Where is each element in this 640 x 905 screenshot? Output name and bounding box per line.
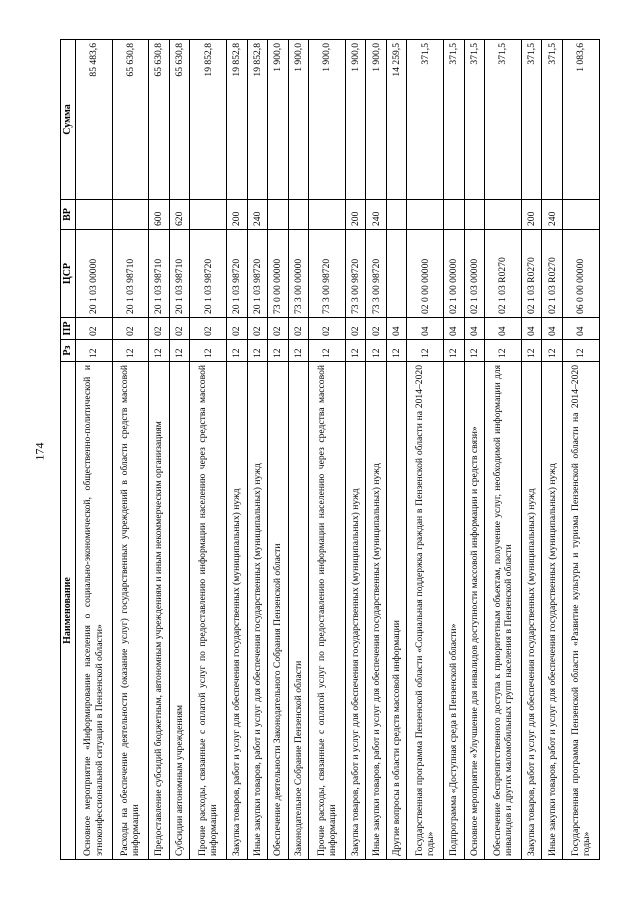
table-body <box>75 40 599 860</box>
cell-sum: 1 900,0 <box>366 40 387 200</box>
cell-pr: 02 <box>169 318 190 340</box>
cell-rz: 12 <box>75 340 112 362</box>
cell-rz: 12 <box>268 340 289 362</box>
cell-rz: 12 <box>366 340 387 362</box>
cell-rz: 12 <box>386 340 407 362</box>
cell-csr: 20 1 03 98710 <box>112 230 149 318</box>
table-row <box>309 40 346 860</box>
cell-csr: 20 1 03 98710 <box>169 230 190 318</box>
header-row <box>61 40 76 860</box>
cell-rz: 12 <box>227 340 248 362</box>
cell-name: Закупка товаров, работ и услуг для обеспечения государственных (муниципальных) нужд <box>521 362 542 860</box>
cell-csr: 02 1 00 00000 <box>444 230 465 318</box>
cell-sum: 1 900,0 <box>345 40 366 200</box>
cell-csr: 02 1 03 00000 <box>464 230 485 318</box>
cell-pr: 04 <box>444 318 465 340</box>
table-row <box>169 40 190 860</box>
cell-sum: 371,5 <box>464 40 485 200</box>
table-row <box>112 40 149 860</box>
cell-name: Иные закупки товаров, работ и услуг для обеспечения государственных (муниципальных) нужд <box>542 362 563 860</box>
cell-vr <box>485 200 522 230</box>
cell-sum: 85 483,6 <box>75 40 112 200</box>
cell-csr: 02 1 03 R0270 <box>521 230 542 318</box>
cell-pr: 04 <box>386 318 407 340</box>
cell-pr: 02 <box>190 318 227 340</box>
cell-rz: 12 <box>521 340 542 362</box>
cell-csr: 20 1 03 98720 <box>227 230 248 318</box>
cell-csr: 20 1 03 98710 <box>149 230 170 318</box>
cell-csr: 20 1 03 00000 <box>75 230 112 318</box>
cell-rz: 12 <box>149 340 170 362</box>
cell-name: Субсидии автономным учреждениям <box>169 362 190 860</box>
cell-pr: 02 <box>227 318 248 340</box>
cell-csr: 20 1 03 98720 <box>247 230 268 318</box>
cell-sum: 1 900,0 <box>309 40 346 200</box>
cell-rz: 12 <box>169 340 190 362</box>
table-row <box>227 40 248 860</box>
cell-csr: 73 3 00 98720 <box>309 230 346 318</box>
cell-sum: 19 852,8 <box>247 40 268 200</box>
cell-pr: 02 <box>288 318 309 340</box>
cell-pr: 04 <box>407 318 444 340</box>
cell-csr: 06 0 00 00000 <box>563 230 600 318</box>
cell-vr <box>563 200 600 230</box>
cell-csr: 02 1 03 R0270 <box>485 230 522 318</box>
cell-vr <box>407 200 444 230</box>
table-row <box>464 40 485 860</box>
cell-rz: 12 <box>563 340 600 362</box>
cell-rz: 12 <box>485 340 522 362</box>
cell-csr: 02 1 03 R0270 <box>542 230 563 318</box>
cell-csr: 73 0 00 00000 <box>268 230 289 318</box>
cell-name: Обеспечение деятельности Законодательного Собрания Пензенской области <box>268 362 289 860</box>
cell-name: Подпрограмма «Доступная среда в Пензенской области» <box>444 362 465 860</box>
cell-rz: 12 <box>190 340 227 362</box>
header-rz: Рз <box>61 340 76 362</box>
cell-sum: 371,5 <box>542 40 563 200</box>
cell-name: Предоставление субсидий бюджетным, автономным учреждениям и иным некоммерческим организациям <box>149 362 170 860</box>
cell-name: Прочие расходы, связанные с оплатой услуг по предоставлению информации населению через средства массовой информации <box>309 362 346 860</box>
cell-pr: 02 <box>366 318 387 340</box>
cell-vr: 600 <box>149 200 170 230</box>
cell-rz: 12 <box>309 340 346 362</box>
cell-rz: 12 <box>542 340 563 362</box>
cell-pr: 02 <box>247 318 268 340</box>
cell-pr: 02 <box>112 318 149 340</box>
cell-sum: 65 630,8 <box>112 40 149 200</box>
cell-name: Иные закупки товаров, работ и услуг для обеспечения государственных (муниципальных) нужд <box>366 362 387 860</box>
cell-sum: 1 900,0 <box>268 40 289 200</box>
cell-vr <box>464 200 485 230</box>
cell-vr <box>190 200 227 230</box>
cell-sum: 371,5 <box>485 40 522 200</box>
cell-name: Другие вопросы в области средств массовой информации <box>386 362 407 860</box>
cell-pr: 04 <box>563 318 600 340</box>
cell-pr: 02 <box>268 318 289 340</box>
cell-vr: 200 <box>521 200 542 230</box>
cell-pr: 02 <box>345 318 366 340</box>
cell-name: Расходы на обеспечение деятельности (оказание услуг) государственных учреждений в области средств массовой информации <box>112 362 149 860</box>
cell-name: Государственная программа Пензенской области «Развитие культуры и туризма Пензенской области на 2014–2020 годы» <box>563 362 600 860</box>
cell-pr: 02 <box>149 318 170 340</box>
cell-sum: 65 630,8 <box>169 40 190 200</box>
cell-vr <box>75 200 112 230</box>
table-row <box>75 40 112 860</box>
header-sum: Сумма <box>61 40 76 200</box>
table-row <box>190 40 227 860</box>
table-row <box>268 40 289 860</box>
cell-name: Основное мероприятие «Улучшение для инвалидов доступности массовой информации и средств связи» <box>464 362 485 860</box>
cell-rz: 12 <box>112 340 149 362</box>
cell-name: Обеспечение беспрепятственного доступа к приоритетным объектам, получение услуг, необходимой информации для инвалидов и других маломобильных групп населения в Пензенской области <box>485 362 522 860</box>
cell-vr: 240 <box>542 200 563 230</box>
cell-sum: 1 900,0 <box>288 40 309 200</box>
table-row <box>542 40 563 860</box>
cell-rz: 12 <box>288 340 309 362</box>
cell-pr: 04 <box>485 318 522 340</box>
cell-sum: 14 259,5 <box>386 40 407 200</box>
cell-pr: 02 <box>309 318 346 340</box>
cell-vr: 200 <box>227 200 248 230</box>
cell-vr <box>386 200 407 230</box>
header-vr: ВР <box>61 200 76 230</box>
header-csr: ЦСР <box>61 230 76 318</box>
cell-csr: 73 3 00 98720 <box>366 230 387 318</box>
cell-name: Государственная программа Пензенской области «Социальная поддержка граждан в Пензенской области на 2014–2020 годы» <box>407 362 444 860</box>
cell-sum: 1 083,6 <box>563 40 600 200</box>
table-header <box>61 40 76 860</box>
table-row <box>444 40 465 860</box>
page-number: 174 <box>32 442 47 461</box>
cell-vr: 200 <box>345 200 366 230</box>
table-row <box>485 40 522 860</box>
cell-sum: 371,5 <box>407 40 444 200</box>
cell-sum: 65 630,8 <box>149 40 170 200</box>
cell-rz: 12 <box>345 340 366 362</box>
cell-vr: 620 <box>169 200 190 230</box>
cell-vr <box>268 200 289 230</box>
cell-sum: 19 852,8 <box>227 40 248 200</box>
cell-vr <box>288 200 309 230</box>
cell-rz: 12 <box>444 340 465 362</box>
cell-vr <box>112 200 149 230</box>
cell-rz: 12 <box>464 340 485 362</box>
cell-csr: 20 1 03 98720 <box>190 230 227 318</box>
cell-name: Иные закупки товаров, работ и услуг для обеспечения государственных (муниципальных) нужд <box>247 362 268 860</box>
cell-csr <box>386 230 407 318</box>
cell-name: Прочие расходы, связанные с оплатой услуг по предоставлению информации населению через средства массовой информации <box>190 362 227 860</box>
rotated-table-container <box>60 40 600 860</box>
header-name: Наименование <box>61 362 76 860</box>
cell-name: Законодательное Собрание Пензенской области <box>288 362 309 860</box>
cell-csr: 73 3 00 98720 <box>345 230 366 318</box>
table-row <box>288 40 309 860</box>
cell-vr: 240 <box>366 200 387 230</box>
cell-csr: 73 3 00 00000 <box>288 230 309 318</box>
table-row <box>247 40 268 860</box>
cell-name: Закупка товаров, работ и услуг для обеспечения государственных (муниципальных) нужд <box>345 362 366 860</box>
cell-rz: 12 <box>247 340 268 362</box>
cell-csr: 02 0 00 00000 <box>407 230 444 318</box>
cell-sum: 371,5 <box>521 40 542 200</box>
cell-sum: 371,5 <box>444 40 465 200</box>
cell-vr <box>444 200 465 230</box>
cell-name: Закупка товаров, работ и услуг для обеспечения государственных (муниципальных) нужд <box>227 362 248 860</box>
cell-vr <box>309 200 346 230</box>
table-row <box>366 40 387 860</box>
cell-pr: 04 <box>521 318 542 340</box>
table-row <box>149 40 170 860</box>
table-row <box>521 40 542 860</box>
cell-sum: 19 852,8 <box>190 40 227 200</box>
table-row <box>345 40 366 860</box>
table-row <box>563 40 600 860</box>
cell-vr: 240 <box>247 200 268 230</box>
budget-table <box>60 39 600 860</box>
cell-pr: 04 <box>542 318 563 340</box>
header-pr: ПР <box>61 318 76 340</box>
table-row <box>407 40 444 860</box>
cell-name: Основное мероприятие «Информирование населения о социально-экономической, общественно-политической и этноконфессиональной ситуации в Пензенской области» <box>75 362 112 860</box>
cell-pr: 04 <box>464 318 485 340</box>
table-row <box>386 40 407 860</box>
cell-pr: 02 <box>75 318 112 340</box>
cell-rz: 12 <box>407 340 444 362</box>
